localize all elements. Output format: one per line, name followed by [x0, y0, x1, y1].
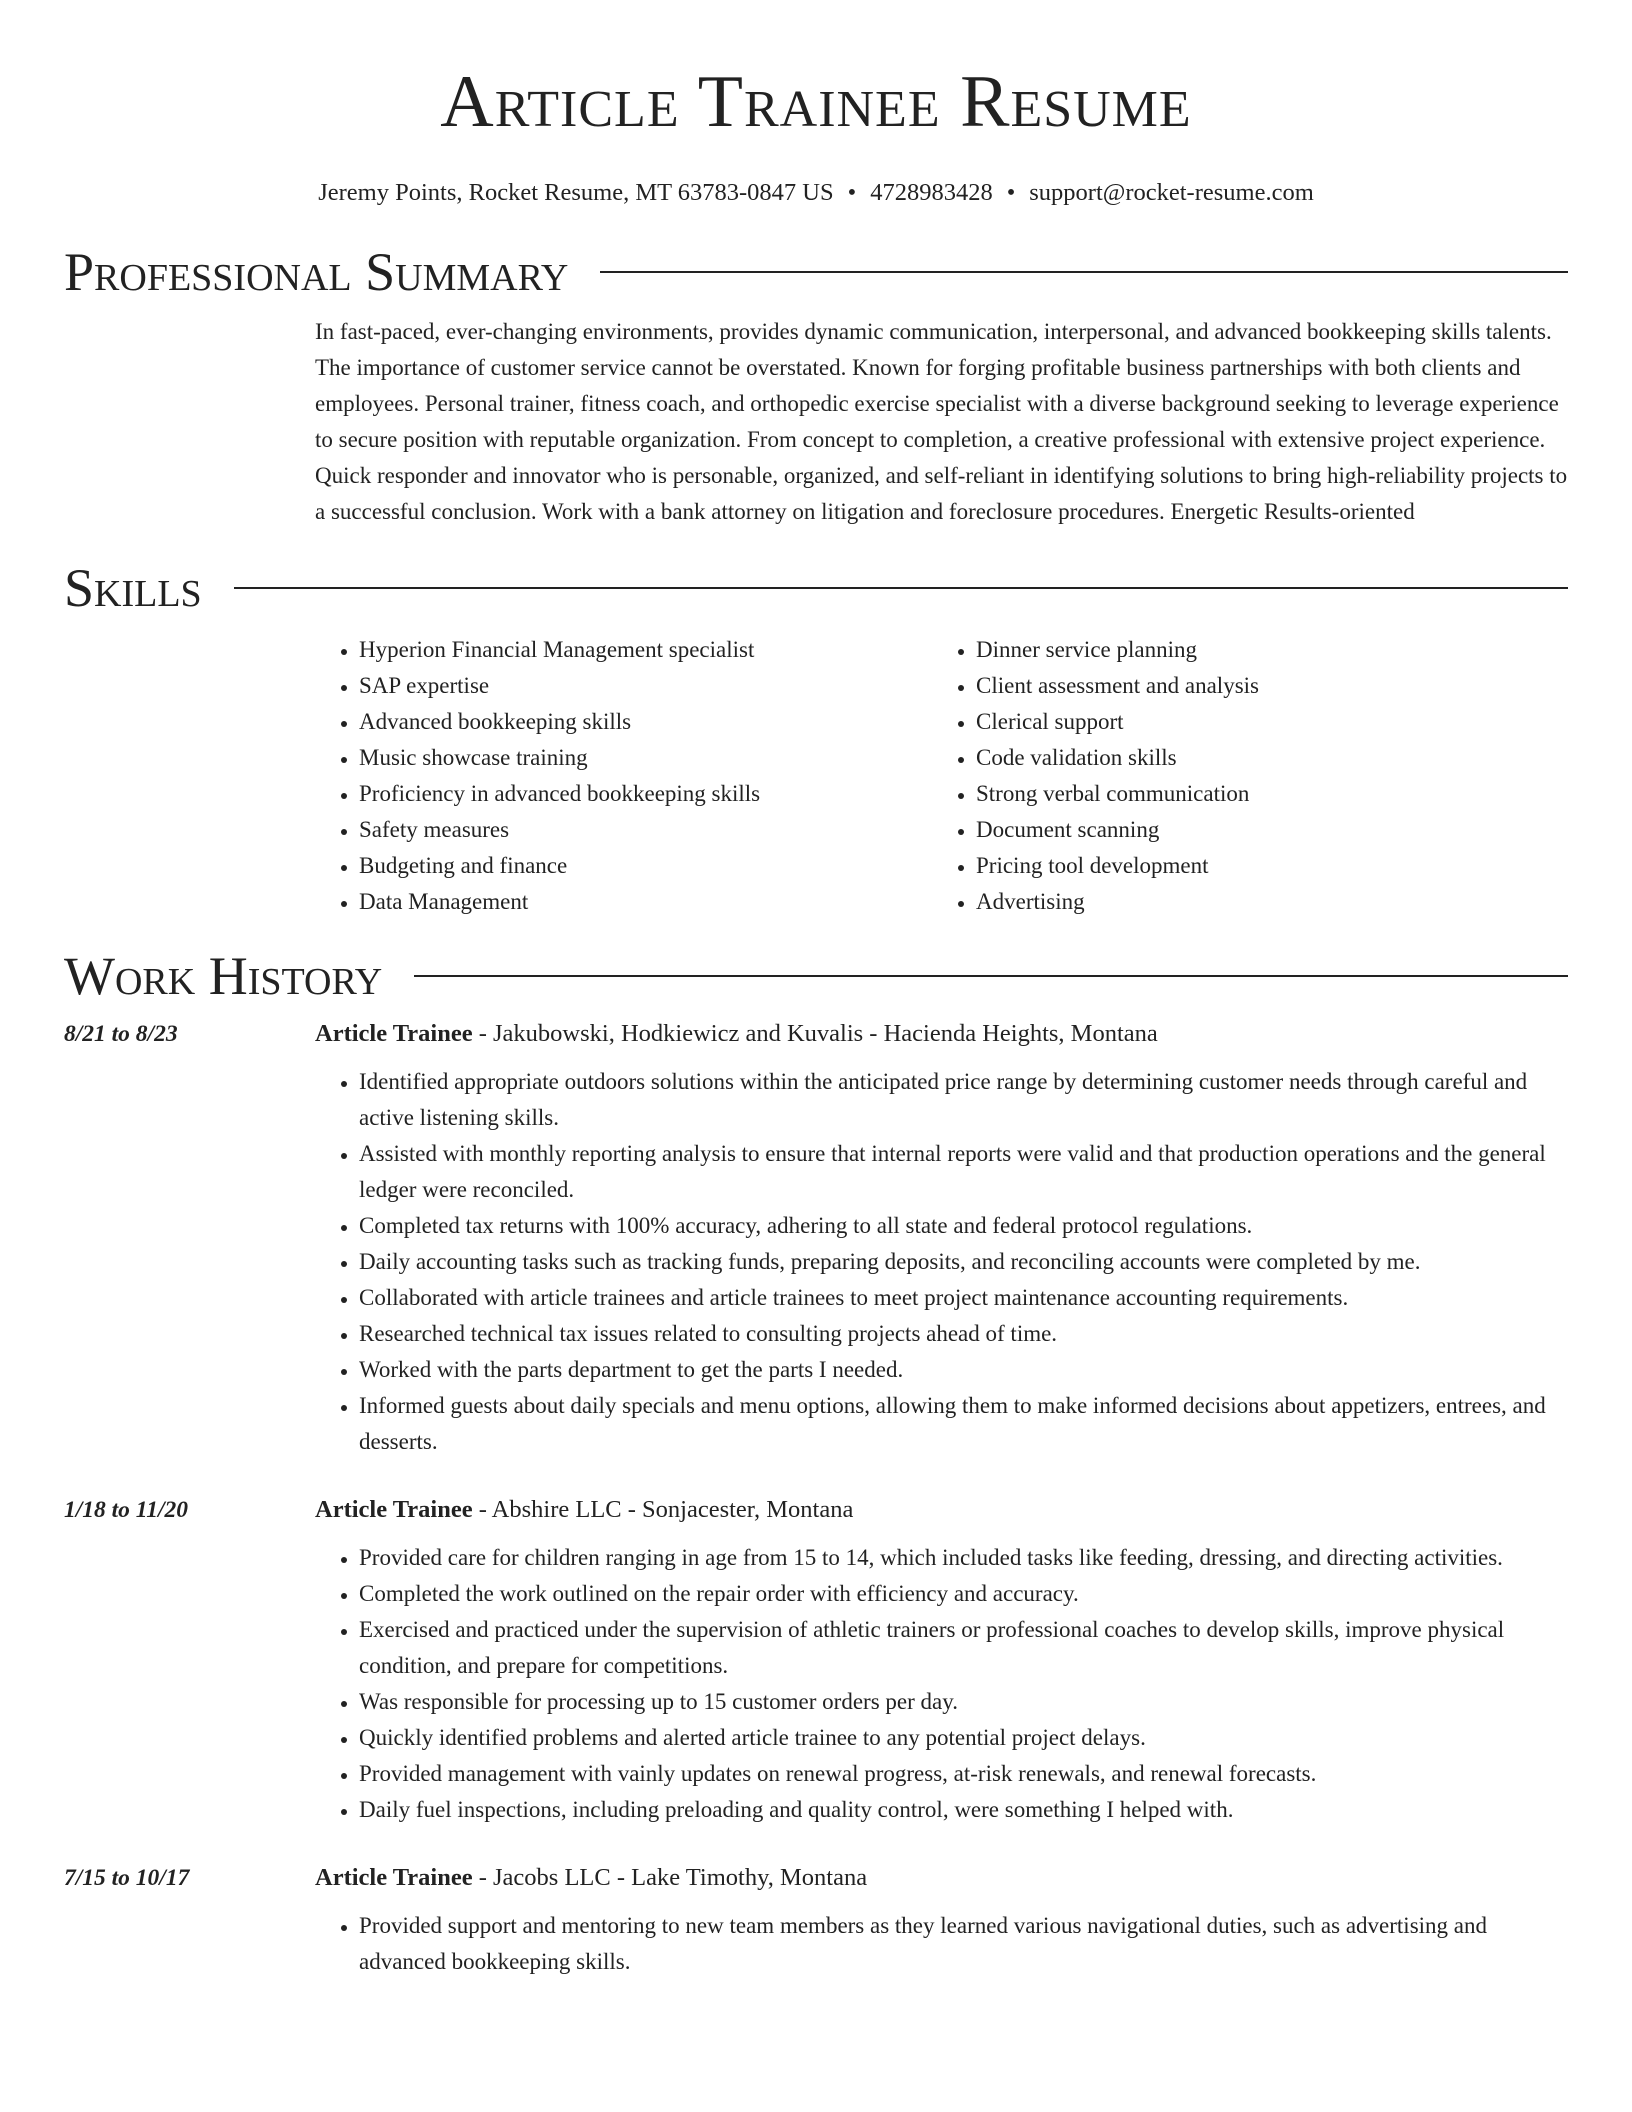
job-body [315, 1492, 1568, 1828]
section-divider [414, 975, 1568, 977]
work-history-heading: Work History [64, 946, 383, 1006]
job-body [315, 1860, 1568, 1980]
job-bullet: • Quickly identified problems and alerted article trainee to any potential project delays. [359, 1720, 1568, 1756]
job-bullets [315, 1908, 1568, 1980]
skill-item: • Strong verbal communication [976, 776, 1549, 812]
job-bullet: • Worked with the parts department to get the parts I needed. [359, 1352, 1568, 1388]
skills-section [64, 558, 1568, 920]
skills-column-right [932, 632, 1549, 920]
job-role: Article Trainee [315, 1496, 473, 1523]
job-bullets [315, 1064, 1568, 1460]
summary-text: In fast-paced, ever-changing environments, provides dynamic communication, interpersonal, and advanced bookkeeping skills talents. The importance of customer service cannot be overstated. Known for forging profitable business partnerships with both clients and employees. Personal trainer, fitness coach, and orthopedic exercise specialist with a diverse background seeking to leverage experience to secure position with reputable organization. From concept to completion, a creative professional with extensive project experience. Quick responder and innovator who is personable, organized, and self-reliant in identifying solutions to bring high-reliability projects to a successful conclusion. Work with a bank attorney on litigation and foreclosure procedures. Energetic Results-oriented [315, 319, 1568, 524]
job-role: Article Trainee [315, 1020, 473, 1047]
job-bullet: • Informed guests about daily specials and menu options, allowing them to make informed decisions about appetizers, entrees, and desserts. [359, 1388, 1568, 1460]
skills-column-left [315, 632, 932, 920]
skills-header [64, 558, 1568, 618]
skill-item: • Advertising [976, 884, 1549, 920]
skill-item: • Advanced bookkeeping skills [359, 704, 932, 740]
work-history-header [64, 946, 1568, 1006]
contact-line [64, 176, 1568, 210]
skill-item: • Budgeting and finance [359, 848, 932, 884]
resume-page [64, 0, 1568, 1980]
section-divider [234, 587, 1568, 589]
job-dates: 7/15 to 10/17 [64, 1865, 190, 1891]
job-role: Article Trainee [315, 1864, 473, 1891]
job-employer: - Abshire LLC - Sonjacester, Montana [472, 1496, 854, 1523]
skill-item: • Hyperion Financial Management specialist [359, 632, 932, 668]
job-entry [64, 1016, 1568, 1460]
job-employer: - Jacobs LLC - Lake Timothy, Montana [472, 1864, 868, 1891]
skill-item: • Code validation skills [976, 740, 1549, 776]
section-divider [600, 271, 1568, 273]
job-bullet: • Provided care for children ranging in age from 15 to 14, which included tasks like feeding, dressing, and directing activities. [359, 1540, 1568, 1576]
contact-email: support@rocket-resume.com [1029, 179, 1314, 206]
job-bullet: • Exercised and practiced under the supervision of athletic trainers or professional coaches to develop skills, improve physical condition, and prepare for competitions. [359, 1612, 1568, 1684]
contact-address: Jeremy Points, Rocket Resume, MT 63783-0847 US [318, 179, 834, 206]
resume-title: Article Trainee Resume [440, 61, 1192, 143]
job-bullet: • Researched technical tax issues related to consulting projects ahead of time. [359, 1316, 1568, 1352]
job-bullet: • Assisted with monthly reporting analysis to ensure that internal reports were valid and that production operations and the general ledger were reconciled. [359, 1136, 1568, 1208]
job-bullet: • Identified appropriate outdoors solutions within the anticipated price range by determining customer needs through careful and active listening skills. [359, 1064, 1568, 1136]
skill-item: • Safety measures [359, 812, 932, 848]
job-bullet: • Completed the work outlined on the repair order with efficiency and accuracy. [359, 1576, 1568, 1612]
job-header [315, 1492, 1568, 1528]
job-entry [64, 1860, 1568, 1980]
job-bullet: • Daily fuel inspections, including preloading and quality control, were something I helped with. [359, 1792, 1568, 1828]
job-bullet: • Daily accounting tasks such as tracking funds, preparing deposits, and reconciling accounts were completed by me. [359, 1244, 1568, 1280]
job-dates: 1/18 to 11/20 [64, 1497, 189, 1523]
skill-item: • Data Management [359, 884, 932, 920]
job-bullets [315, 1540, 1568, 1828]
job-bullet: • Provided management with vainly updates on renewal progress, at-risk renewals, and renewal forecasts. [359, 1756, 1568, 1792]
skill-item: • Music showcase training [359, 740, 932, 776]
job-entry [64, 1492, 1568, 1828]
job-bullet: • Provided support and mentoring to new team members as they learned various navigational duties, such as advertising and advanced bookkeeping skills. [359, 1908, 1568, 1980]
skill-item: • SAP expertise [359, 668, 932, 704]
job-employer: - Jakubowski, Hodkiewicz and Kuvalis - Hacienda Heights, Montana [472, 1020, 1158, 1047]
job-bullet: • Completed tax returns with 100% accuracy, adhering to all state and federal protocol regulations. [359, 1208, 1568, 1244]
job-header [315, 1016, 1568, 1052]
job-body [315, 1016, 1568, 1460]
contact-separator: • [1006, 179, 1016, 206]
job-bullet: • Collaborated with article trainees and article trainees to meet project maintenance accounting requirements. [359, 1280, 1568, 1316]
summary-section [64, 242, 1568, 530]
work-history-section [64, 946, 1568, 1980]
job-bullet: • Was responsible for processing up to 15 customer orders per day. [359, 1684, 1568, 1720]
skill-item: • Clerical support [976, 704, 1549, 740]
skills-list [315, 632, 1568, 920]
skill-item: • Client assessment and analysis [976, 668, 1549, 704]
job-header [315, 1860, 1568, 1896]
contact-phone: 4728983428 [870, 179, 993, 206]
skill-item: • Proficiency in advanced bookkeeping skills [359, 776, 932, 812]
skills-heading: Skills [64, 558, 202, 618]
skill-item: • Dinner service planning [976, 632, 1549, 668]
skill-item: • Document scanning [976, 812, 1549, 848]
job-dates: 8/21 to 8/23 [64, 1021, 178, 1047]
skill-item: • Pricing tool development [976, 848, 1549, 884]
summary-heading: Professional Summary [64, 242, 569, 302]
contact-separator: • [847, 179, 857, 206]
summary-header [64, 242, 1568, 302]
